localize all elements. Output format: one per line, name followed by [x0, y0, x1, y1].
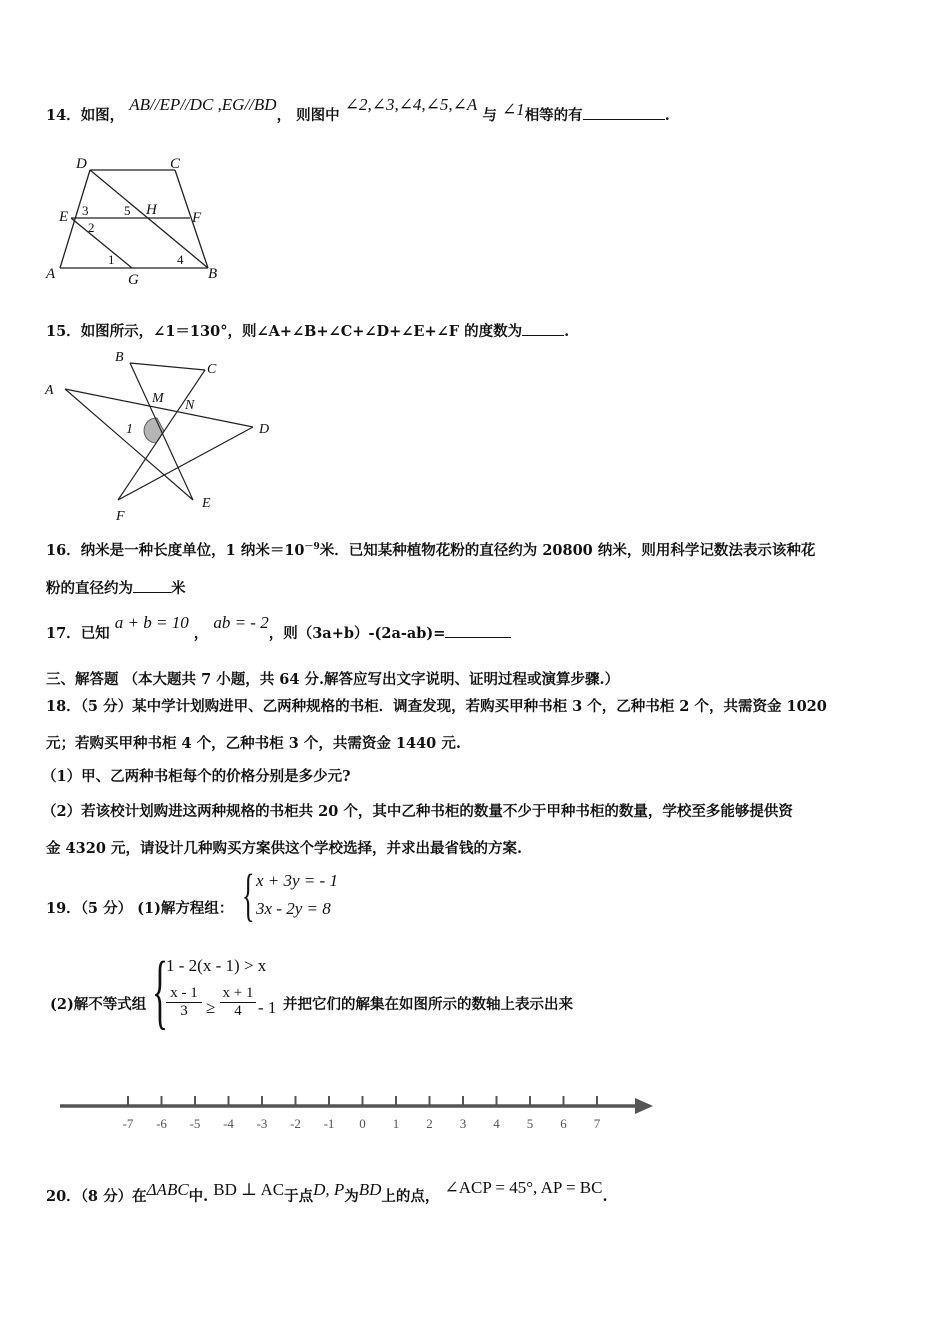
fig14-label-a: A [46, 266, 56, 282]
q18-line1: （5 分）某中学计划购进甲、乙两种规格的书柜．调查发现，若购买甲种书柜 3 个，乙种书柜 2 个，共需资金 1020 [80, 698, 827, 715]
q17-number: 17． [46, 625, 81, 642]
q20-part-c: 于点 [284, 1188, 314, 1205]
fig15-label-m: M [152, 391, 164, 406]
q20-part-e: 上的点， [381, 1188, 440, 1205]
number-line-tick-label: 3 [459, 1116, 467, 1131]
fig14-label-f: F [192, 210, 202, 226]
q19-brace-2: { [152, 945, 169, 1038]
fig15-label-n: N [185, 398, 195, 413]
q14-with: 与 [482, 107, 497, 124]
q14-condition: AB//EP//DC ,EG//BD [129, 95, 277, 114]
figure-15 [40, 345, 290, 525]
q15-end: . [564, 323, 570, 340]
number-line-tick-label: 7 [593, 1116, 601, 1131]
q20-part-d: 为 [344, 1188, 359, 1205]
q20-triangle: ΔABC [146, 1180, 189, 1199]
number-line-tick-label: -4 [223, 1116, 234, 1131]
fig15-label-f: F [116, 509, 125, 524]
fig14-label-g: G [128, 272, 139, 288]
question-15 [46, 320, 569, 341]
fig14-label-e: E [59, 209, 69, 225]
question-18-line1 [46, 695, 827, 716]
q18-line2: 元；若购买甲种书柜 4 个，乙种书柜 3 个，共需资金 1440 元. [46, 735, 461, 752]
number-line-tick-label: -7 [122, 1116, 134, 1131]
question-16-line1 [46, 539, 815, 560]
q19-frac1 [166, 985, 202, 1020]
q14-angles: ∠2,∠3,∠4,∠5,∠A [344, 95, 478, 114]
q19-frac2-den: 4 [234, 1003, 242, 1019]
q14-number: 14． [46, 107, 81, 124]
q19-part2-end: 并把它们的解集在如图所示的数轴上表示出来 [283, 996, 573, 1013]
q16-text-a: 纳米是一种长度单位，1 纳米＝10 [80, 542, 305, 559]
q16-text-b: 米．已知某种植物花粉的直径约为 20800 纳米，则用科学记数法表示该种花 [319, 542, 816, 559]
number-line-tick-label: 6 [560, 1116, 567, 1131]
fig15-label-c: C [207, 362, 217, 377]
number-line[interactable] [55, 1080, 665, 1140]
fig15-label-d: D [259, 422, 270, 437]
q14-suffix: 相等的有 [524, 107, 583, 124]
fig14-label-d: D [76, 156, 87, 172]
fig14-label-5: 5 [124, 203, 131, 218]
section-3-title: 三、解答题 （本大题共 7 小题，共 64 分.解答应写出文字说明、证明过程或演算步骤.） [46, 671, 620, 688]
q20-points: D, P [313, 1180, 345, 1199]
q19-frac1-num: x - 1 [166, 985, 202, 1003]
q17-suffix: ，则（3a+b）-(2a-ab)= [268, 625, 446, 642]
number-line-tick-label: -6 [156, 1116, 167, 1131]
number-line-tick-label: -3 [256, 1116, 268, 1131]
q14-angle1: ∠1 [501, 100, 525, 119]
number-line-tick-label: 0 [359, 1116, 366, 1131]
number-line-tick-label: -2 [290, 1116, 301, 1131]
number-line-tick-label: 2 [426, 1116, 433, 1131]
number-line-tick-label: -1 [323, 1116, 335, 1131]
figure-14 [40, 150, 240, 290]
q17-eq2: ab = - 2 [213, 613, 269, 632]
q14-prefix: 如图， [80, 107, 125, 124]
q20-segment: BD [358, 1180, 382, 1199]
fig14-label-b: B [208, 266, 218, 282]
q18-sub2-line1: （2）若该校计划购进这两种规格的书柜共 20 个，其中乙种书柜的数量不少于甲种书柜的数量，学校至多能够提供资 [42, 803, 793, 820]
q19-frac1-den: 3 [180, 1003, 188, 1019]
q16-line2-b: 米 [171, 580, 186, 597]
q18-sub1: （1）甲、乙两种书柜每个的价格分别是多少元? [42, 768, 351, 785]
q19-brace-1: { [242, 862, 255, 927]
q20-end: . [602, 1188, 608, 1205]
q17-eq1: a + b = 10 [114, 613, 189, 632]
q15-number: 15． [46, 323, 81, 340]
q18-number: 18． [46, 698, 81, 715]
q16-number: 16． [46, 542, 81, 559]
fig14-label-c: C [170, 156, 181, 172]
q14-mid: ， 则图中 [276, 107, 340, 124]
number-line-tick-label: 1 [392, 1116, 400, 1131]
q14-answer-blank[interactable] [583, 105, 665, 120]
fig15-label-a: A [45, 383, 54, 398]
question-20 [46, 1178, 608, 1206]
q16-answer-blank[interactable] [133, 578, 171, 593]
fig15-label-1: 1 [126, 422, 133, 437]
q18-sub2-line2: 金 4320 元，请设计几种购买方案供这个学校选择，并求出最省钱的方案. [46, 840, 522, 857]
number-line-tick-label: 4 [493, 1116, 500, 1131]
fig15-label-e: E [202, 496, 211, 511]
q17-answer-blank[interactable] [445, 623, 511, 638]
question-17 [46, 613, 511, 643]
fig15-label-b: B [115, 350, 124, 365]
fig14-label-1: 1 [108, 252, 115, 267]
q19-frac2 [220, 985, 256, 1020]
q19-frac2-num: x + 1 [220, 985, 256, 1003]
q19-eq-a: x + 3y = - 1 [256, 871, 338, 890]
q20-number: 20． [46, 1188, 81, 1205]
question-14 [46, 95, 670, 125]
q16-exponent: －9 [304, 542, 320, 553]
fig14-label-4: 4 [177, 252, 184, 267]
fig14-label-2: 2 [88, 220, 95, 235]
question-16-line2 [46, 577, 186, 598]
number-line-tick-label: 5 [526, 1116, 534, 1131]
q15-answer-blank[interactable] [522, 321, 564, 336]
q17-prefix: 已知 [80, 625, 110, 642]
fig14-label-3: 3 [82, 203, 89, 218]
q16-line2-a: 粉的直径约为 [46, 580, 133, 597]
q19-part2-label: (2)解不等式组 [50, 996, 147, 1013]
fig14-label-h: H [146, 202, 157, 218]
number-line-tick-label: -5 [189, 1116, 201, 1131]
q19-number: 19． [46, 900, 81, 917]
q20-part-b: 中. [188, 1188, 209, 1205]
q19-ineq1: 1 - 2(x - 1) > x [166, 956, 267, 975]
q19-part1-label: （5 分） (1)解方程组： [80, 900, 234, 917]
q20-part-a: （8 分）在 [80, 1188, 147, 1205]
question-19-part1 [46, 897, 233, 918]
q19-eq-b: 3x - 2y = 8 [256, 899, 331, 918]
q20-perp: BD ⊥ AC [213, 1180, 285, 1199]
q20-condition: ∠ACP = 45°, AP = BC [444, 1178, 603, 1197]
q14-end: . [664, 107, 670, 124]
q19-minus1: - 1 [258, 998, 277, 1017]
q17-comma: ， [193, 625, 209, 642]
q19-geq: ≥ [206, 998, 216, 1017]
q15-text: 如图所示，∠1＝130°，则∠A+∠B+∠C+∠D+∠E+∠F 的度数为 [80, 323, 523, 340]
